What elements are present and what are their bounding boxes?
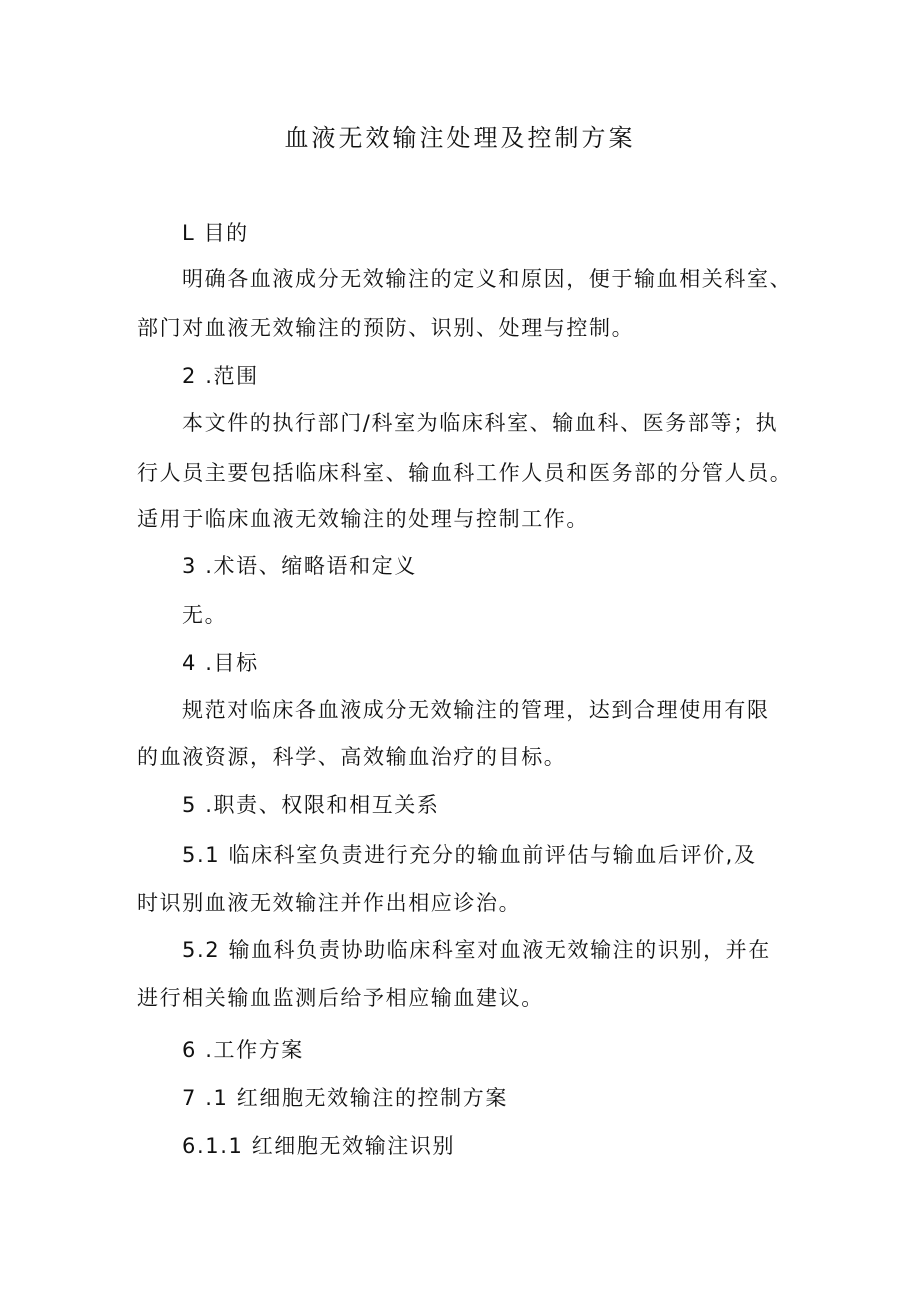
paragraph-5-1-line-2: 时识别血液无效输注并作出相应诊治。 <box>137 891 522 915</box>
heading-responsibilities: 5 .职责、权限和相互关系 <box>182 793 440 817</box>
heading-rbc-control-plan: 7 .1 红细胞无效输注的控制方案 <box>182 1086 508 1110</box>
paragraph-scope-line-2: 行人员主要包括临床科室、输血科工作人员和医务部的分管人员。 <box>137 461 793 485</box>
heading-rbc-identification: 6.1.1 红细胞无效输注识别 <box>182 1134 456 1158</box>
heading-scope: 2 .范围 <box>182 364 259 388</box>
paragraph-terms: 无。 <box>182 603 228 627</box>
paragraph-purpose-line-2: 部门对血液无效输注的预防、识别、处理与控制。 <box>137 316 635 340</box>
paragraph-goals-line-2: 的血液资源，科学、高效输血治疗的目标。 <box>137 745 567 769</box>
heading-work-plan: 6 .工作方案 <box>182 1038 304 1062</box>
document-title: 血液无效输注处理及控制方案 <box>284 124 636 152</box>
paragraph-5-2-line-2: 进行相关输血监测后给予相应输血建议。 <box>137 986 544 1010</box>
heading-purpose: L 目的 <box>182 221 249 245</box>
paragraph-scope-line-3: 适用于临床血液无效输注的处理与控制工作。 <box>137 507 589 531</box>
heading-terms: 3 .术语、缩略语和定义 <box>182 554 417 578</box>
paragraph-goals-line-1: 规范对临床各血液成分无效输注的管理，达到合理使用有限 <box>182 698 770 722</box>
heading-goals: 4 .目标 <box>182 651 259 675</box>
paragraph-scope-line-1: 本文件的执行部门/科室为临床科室、输血科、医务部等；执 <box>182 411 779 435</box>
paragraph-5-2-line-1: 5.2 输血科负责协助临床科室对血液无效输注的识别，并在 <box>182 938 771 962</box>
paragraph-5-1-line-1: 5.1 临床科室负责进行充分的输血前评估与输血后评价,及 <box>182 843 757 867</box>
paragraph-purpose-line-1: 明确各血液成分无效输注的定义和原因，便于输血相关科室、 <box>182 267 793 291</box>
